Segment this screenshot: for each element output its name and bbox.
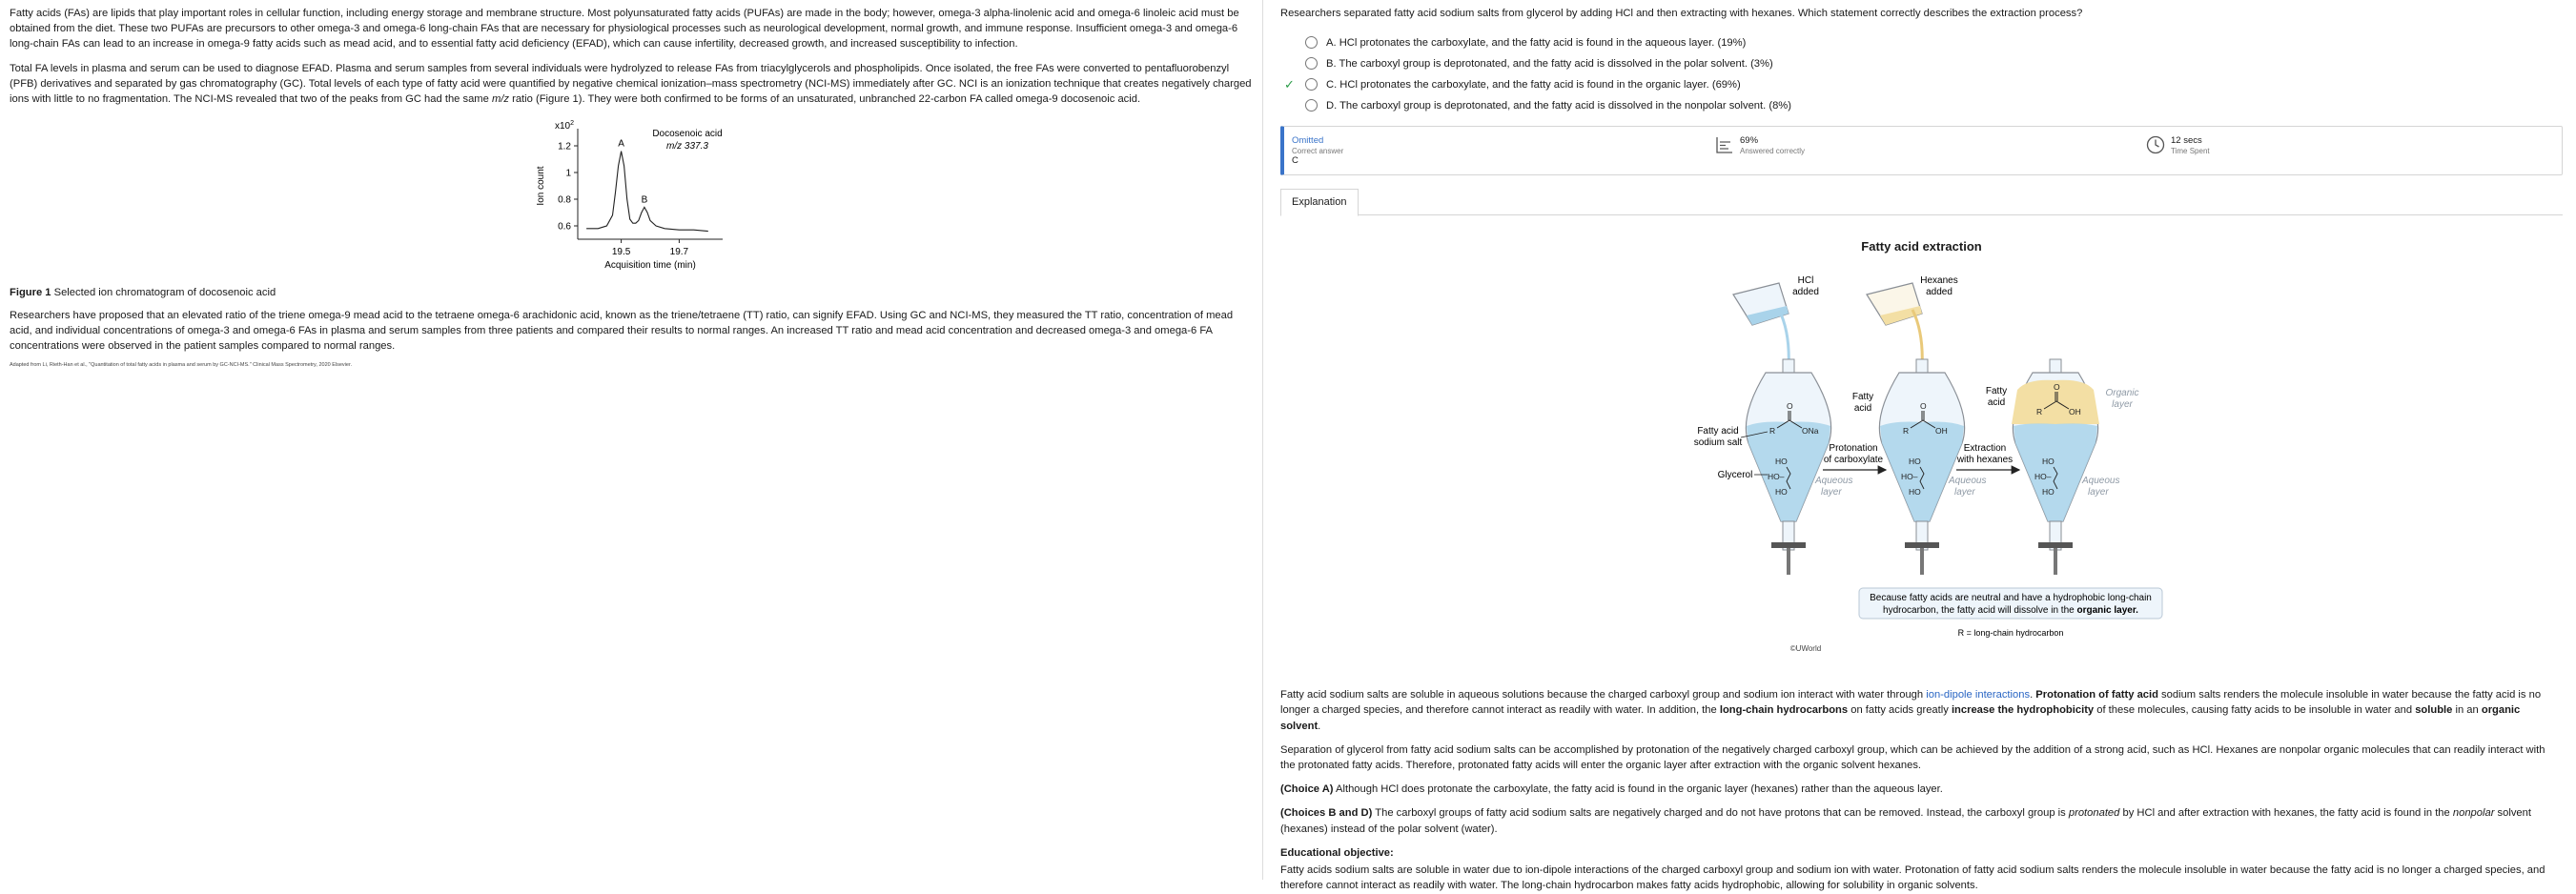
glycerol-ho-2c: HO	[1908, 487, 1921, 498]
choice-letter: C.	[1326, 79, 1338, 91]
mz-italic: m/z	[491, 93, 509, 106]
exp-p1-d: sodium salts renders the molecule insoluble in water because the fatty acid is no longer a charged species, and therefore cannot interact as readily with water. In addition, the	[1280, 689, 2542, 717]
choice-letter: B.	[1326, 58, 1337, 71]
extraction-diagram	[1398, 256, 2446, 687]
exp-p1-e: long-chain hydrocarbons	[1719, 704, 1849, 717]
protonation-label-2: of carboxylate	[1823, 455, 1883, 466]
passage-paragraph-2-part-a: Total FA levels in plasma and serum can be used to diagnose EFAD. Plasma and serum samples from several individuals were hydrolyzed to release FAs from triacylglycerols and phospholipids. Once isolated, the free FAs were converted to pentafluorobenzyl (PFB) derivatives and separated by gas chromatography (GC). Total levels of each type of fatty acid were quantified by negative chemical ionization–mass spectrometry (NCI-MS) immediately after GC. NCI is an ionization technique that creates negatively charged ions with little to no fragmentation. The NCI-MS revealed that two of the peaks from GC had the same	[10, 62, 1252, 106]
choices-bd-italic-1: protonated	[2068, 807, 2120, 820]
glycerol-ho-1b: HO–	[1767, 472, 1784, 482]
passage-paragraph-1: Fatty acids (FAs) are lipids that play important roles in cellular function, including energy storage and membrane structure. Most polyunsaturated fatty acids (PUFAs) are made in the body; however, omega-3 alpha-linolenic acid and omega-6 linoleic acid must be obtained from the diet. These two PUFAs are precursors to other omega-3 and omega-6 long-chain FAs that are necessary for physiological processes such as neurological development, normal growth, and immune response. Insufficient omega-3 and omega-6 long-chain FAs can lead to an increase in omega-9 fatty acids such as mead acid, and to essential fatty acid deficiency (EFAD), which can cause infertility, decreased growth, and increased susceptibility to infection.	[10, 8, 1239, 51]
extraction-label-2: with hexanes	[1956, 455, 2013, 466]
choice-a-text: Although HCl does protonate the carboxylate, the fatty acid is found in the organic layer (hexanes) rather than the aqueous layer.	[1333, 783, 1943, 796]
time-spent-value: 12 secs	[2171, 135, 2202, 147]
hexanes-added-label-1: Hexanes	[1919, 275, 1958, 287]
callout-line-2-bold: organic layer.	[2075, 605, 2138, 617]
choice-text	[1326, 98, 1791, 113]
choice-statement: HCl protonates the carboxylate, and the fatty acid is found in the organic layer. (69%)	[1339, 79, 1741, 91]
y-multiplier	[555, 120, 574, 132]
choices-bd-b: by HCl and after extraction with hexanes, the fatty acid is found in the	[2119, 807, 2453, 820]
answer-choices	[1280, 32, 2563, 116]
extraction-label-1: Extraction	[1963, 443, 2006, 455]
r-definition: R = long-chain hydrocarbon	[1957, 628, 2063, 639]
percent-correct-label: Answered correctly	[1740, 146, 1806, 155]
passage-pane	[0, 0, 1262, 880]
y-multiplier-exponent: 2	[570, 120, 575, 128]
chromatogram-line	[586, 152, 708, 232]
hexanes-added-label-2: added	[1925, 287, 1952, 298]
y-axis-label: Ion count	[536, 166, 546, 206]
aqueous-layer-label-1b: layer	[1820, 487, 1842, 498]
choices-bd-a: The carboxyl groups of fatty acid sodium salts are negatively charged and do not have protons that can be removed. Instead, the carboxyl group is	[1372, 807, 2069, 820]
choice-a-label: (Choice A)	[1280, 783, 1334, 796]
separatory-funnel-1-icon	[1746, 359, 1830, 575]
explanation-choices-bd	[1280, 805, 2563, 836]
radio-button[interactable]	[1305, 36, 1318, 49]
fatty-acid-sodium-salt-label-1: Fatty acid	[1696, 426, 1739, 437]
choice-statement: The carboxyl group is deprotonated, and the fatty acid is dissolved in the nonpolar solvent. (8%)	[1339, 100, 1791, 112]
protonation-label-1: Protonation	[1828, 443, 1878, 455]
glycerol-ho-2b: HO–	[1900, 472, 1917, 482]
choice-letter: D.	[1326, 100, 1338, 112]
choice-text	[1326, 56, 1773, 71]
aqueous-layer-label-3b: layer	[2087, 487, 2109, 498]
x-tick-label: 19.7	[669, 247, 689, 258]
correct-answer-value: C	[1292, 155, 1298, 167]
fatty-acid-label-2b: acid	[1853, 403, 1871, 415]
passage-paragraph-2-part-b: ratio (Figure 1). They were both confirmed to be forms of an unsaturated, unbranched 22-carbon FA called omega-9 docosenoic acid.	[509, 93, 1141, 106]
diagram-title: Fatty acid extraction	[1861, 239, 1982, 254]
figure-1-chart	[10, 115, 734, 279]
hcl-added-label-1: HCl	[1797, 275, 1813, 287]
chromatogram-svg	[10, 115, 734, 279]
chart-title: Docosenoic acid	[652, 129, 723, 140]
explanation-choice-a	[1280, 782, 2563, 797]
exp-p1-j: in an	[2452, 704, 2482, 717]
glycerol-ho-1c: HO	[1774, 487, 1788, 498]
choice-statement: HCl protonates the carboxylate, and the fatty acid is found in the aqueous layer. (19%)	[1339, 37, 1747, 50]
clock-icon	[2146, 135, 2165, 159]
bar-chart-icon	[1715, 135, 1734, 159]
answer-choice[interactable]	[1280, 95, 2563, 116]
exp-p1-a: Fatty acid sodium salts are soluble in aqueous solutions because the charged carboxyl group and sodium ion interact with water through	[1280, 689, 1927, 701]
copyright: ©UWorld	[1789, 644, 1821, 654]
separatory-funnel-2-icon	[1879, 359, 1964, 575]
exp-p1-b: .	[2030, 689, 2036, 701]
explanation-paragraph-1	[1280, 687, 2563, 734]
passage-reference: Adapted from Li, Rieth-Han et al., "Quantitation of total fatty acids in plasma and serum by GC-NCI-MS." Clinical Mass Spectrometry, 2020 Elsevier.	[10, 362, 353, 369]
y-multiplier-base: x10	[555, 121, 571, 132]
organic-layer-label-2: layer	[2111, 399, 2133, 411]
figure-label: Figure 1	[10, 287, 51, 299]
y-tick-label: 1.2	[558, 141, 571, 152]
choices-bd-c: solvent (hexanes) instead of the polar solvent (water).	[1280, 807, 2531, 835]
x-tick-label: 19.5	[611, 247, 631, 258]
atom-o-3: O	[2053, 382, 2060, 393]
exp-p1-c: Protonation of fatty acid	[2035, 689, 2158, 701]
organic-layer-label-1: Organic	[2104, 388, 2139, 399]
hcl-beaker-icon	[1733, 283, 1789, 369]
glycerol-ho-3c: HO	[2041, 487, 2055, 498]
time-spent-stat	[2146, 135, 2210, 159]
explanation-paragraph-2: Separation of glycerol from fatty acid sodium salts can be accomplished by protonation of the negatively charged carboxyl group, which can be achieved by the addition of a strong acid, such as HCl. Hexanes are nonpolar organic molecules that can readily interact with the protonated fatty acids. Therefore, protonated fatty acids will enter the organic layer after extraction with the organic solvent hexanes.	[1280, 743, 2545, 772]
atom-o-1: O	[1786, 401, 1793, 412]
fatty-acid-label-2a: Fatty	[1851, 392, 1873, 403]
peak-label: A	[618, 139, 624, 151]
aqueous-layer-label-2a: Aqueous	[1948, 476, 1986, 487]
chart-subtitle: m/z 337.3	[666, 141, 708, 152]
answer-choice[interactable]	[1280, 74, 2563, 95]
correct-check-icon: ✓	[1284, 77, 1295, 92]
answer-stats-bar	[1280, 126, 2563, 175]
atom-r-3: R	[2035, 407, 2042, 417]
callout-line-2	[1883, 605, 2138, 616]
question-stem: Researchers separated fatty acid sodium salts from glycerol by adding HCl and then extracting with hexanes. Which statement correctly describes the extraction process?	[1280, 8, 2083, 19]
glycerol-ho-1a: HO	[1774, 457, 1788, 467]
fatty-acid-label-3b: acid	[1987, 397, 2005, 409]
atom-oh-2: OH	[1934, 426, 1948, 437]
callout-line-2-text: hydrocarbon, the fatty acid will dissolve in the	[1882, 605, 2076, 617]
percent-correct-value: 69%	[1740, 135, 1759, 147]
hcl-added-label-2: added	[1791, 287, 1819, 298]
pane-divider[interactable]	[1262, 0, 1263, 880]
educational-objective-title: Educational objective:	[1280, 846, 1394, 859]
percent-correct-stat	[1715, 135, 1805, 159]
callout-line-1: Because fatty acids are neutral and have a hydrophobic long-chain	[1869, 593, 2152, 604]
x-axis-label: Acquisition time (min)	[604, 260, 696, 272]
choices-bd-label: (Choices B and D)	[1280, 807, 1373, 820]
fatty-acid-sodium-salt-label-2: sodium salt	[1693, 437, 1742, 449]
exp-p1-h: of these molecules, causing fatty acids to be insoluble in water and	[2094, 704, 2416, 717]
choices-bd-italic-2: nonpolar	[2452, 807, 2495, 820]
passage-paragraph-3: Researchers have proposed that an elevated ratio of the triene omega-9 mead acid to the tetraene omega-6 arachidonic acid, known as the triene/tetraene (TT) ratio, can signify EFAD. Using GC and NCI-MS, they measured the TT ratio, concentration of mead acid, and individual concentrations of omega-3 and omega-6 FAs in plasma and serum samples from three patients and compared their results to normal ranges. An increased TT ratio and mead acid concentration and decreased omega-3 and omega-6 FA concentrations were observed in the patient samples compared to normal ranges.	[10, 309, 1234, 353]
choice-text	[1326, 35, 1746, 51]
question-pane	[1271, 0, 2576, 892]
atom-r-1: R	[1768, 426, 1775, 437]
time-spent-label: Time Spent	[2171, 146, 2210, 155]
atom-oh-3: OH	[2068, 407, 2081, 417]
glycerol-label: Glycerol	[1717, 470, 1752, 481]
atom-ona: ONa	[1801, 426, 1818, 437]
aqueous-layer-label-3a: Aqueous	[2081, 476, 2119, 487]
educational-objective-text: Fatty acids sodium salts are soluble in water due to ion-dipole interactions of the charged carboxyl group and sodium ion with water. Protonation of fatty acid sodium salts renders the molecule insoluble in water because the fatty acid is no longer a charged species, and therefore cannot interact as readily with water. The long-chain hydrocarbon makes fatty acids hydrophobic, allowing for solubility in organic solvents.	[1280, 864, 2545, 892]
choice-statement: The carboxyl group is deprotonated, and the fatty acid is dissolved in the polar solvent. (3%)	[1339, 58, 1773, 71]
radio-button[interactable]	[1305, 78, 1318, 91]
figure-caption	[10, 285, 1253, 300]
correct-answer-label: Correct answer	[1292, 146, 1344, 155]
exp-p1-g: increase the hydrophobicity	[1951, 704, 2095, 717]
hexanes-beaker-icon	[1867, 283, 1922, 369]
glycerol-ho-2a: HO	[1908, 457, 1921, 467]
answer-choice[interactable]	[1280, 53, 2563, 74]
exp-p1-k: organic solvent	[1280, 704, 2521, 732]
glycerol-ho-3b: HO–	[2034, 472, 2051, 482]
explanation-body	[1280, 687, 2563, 894]
radio-button[interactable]	[1305, 99, 1318, 112]
choice-letter: A.	[1326, 37, 1337, 50]
tab-explanation[interactable]: Explanation	[1280, 189, 1359, 216]
passage-paragraph-2	[10, 61, 1253, 108]
y-tick-label: 0.8	[558, 194, 571, 206]
exp-p1-i: soluble	[2415, 704, 2453, 717]
radio-button[interactable]	[1305, 57, 1318, 70]
extraction-diagram-svg	[1398, 256, 2446, 687]
omitted-status: Omitted	[1292, 135, 1324, 147]
aqueous-layer-label-1a: Aqueous	[1814, 476, 1852, 487]
omitted-stat	[1292, 135, 1343, 166]
explanation-tabbar	[1280, 189, 2563, 215]
choice-text	[1326, 77, 1741, 92]
ion-dipole-link[interactable]: ion-dipole interactions	[1926, 689, 2031, 701]
atom-r-2: R	[1902, 426, 1909, 437]
y-tick-label: 0.6	[558, 221, 571, 233]
exp-p1-l: .	[1318, 720, 1321, 732]
answer-choice[interactable]	[1280, 32, 2563, 53]
aqueous-layer-label-2b: layer	[1953, 487, 1975, 498]
exp-p1-f: on fatty acids greatly	[1848, 704, 1952, 717]
atom-o-2: O	[1919, 401, 1927, 412]
y-tick-label: 1	[565, 168, 571, 179]
figure-caption-text: Selected ion chromatogram of docosenoic acid	[51, 287, 276, 299]
fatty-acid-label-3a: Fatty	[1985, 386, 2007, 397]
peak-label: B	[641, 194, 648, 206]
glycerol-ho-3a: HO	[2041, 457, 2055, 467]
